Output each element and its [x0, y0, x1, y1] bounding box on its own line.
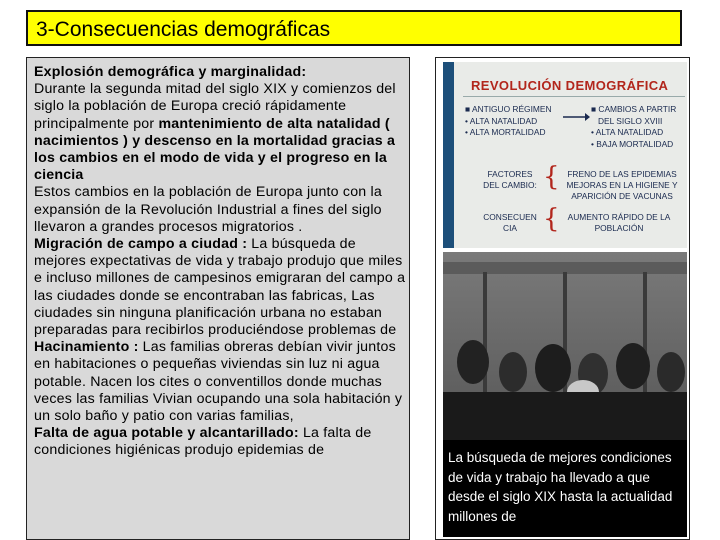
text-explosion-bold: mantenimiento de alta natalidad ( nacimientos ) y descenso en la mortalidad gracias a los cambios en el modo de vida y el progreso en la ciencia — [34, 115, 396, 184]
brace-icon: { — [543, 204, 560, 234]
slide-title: 3-Consecuencias demográficas — [36, 18, 331, 41]
photo-caption: La búsqueda de mejores condiciones de vida y trabajo ha llevado a que desde el siglo XIX hasta la actualidad millones de — [448, 450, 673, 524]
text-body — [34, 64, 408, 460]
slide-title-bar — [26, 10, 682, 46]
paragraph-hacinamiento — [34, 339, 408, 425]
paragraph-explosion — [34, 64, 408, 184]
infographic-aumento: AUMENTO RÁPIDO DE LA POBLACIÓN — [567, 212, 671, 233]
infographic-divider — [463, 96, 685, 97]
paragraph-agua — [34, 425, 408, 459]
infographic-freno: FRENO DE LAS EPIDEMIAS MEJORAS EN LA HIGIENE Y APARICIÓN DE VACUNAS — [566, 169, 678, 201]
paragraph-migracion — [34, 236, 408, 339]
infographic-left-list — [465, 104, 552, 139]
infographic-right-item: • BAJA MORTALIDAD — [591, 138, 674, 149]
infographic-right-item: • ALTA NATALIDAD — [591, 127, 664, 137]
paragraph-migraciones: Estos cambios en la población de Europa junto con la expansión de la Revolución Industrial a fines del siglo llevaron a grandes procesos migratorios . — [34, 184, 382, 235]
arrow-icon — [561, 110, 591, 124]
heading-explosion: Explosión demográfica y marginalidad: — [34, 64, 307, 80]
infographic-right-item: ■ CAMBIOS A PARTIR — [591, 104, 677, 114]
heading-agua: Falta de agua potable y alcantarillado: — [34, 425, 299, 442]
infographic-side-bar — [443, 62, 454, 248]
heading-migracion: Migración de campo a ciudad : — [34, 236, 248, 253]
infographic-right-list — [591, 104, 676, 150]
historical-photo — [443, 252, 687, 537]
text-migracion: La búsqueda de mejores expectativas de vida y trabajo produjo que miles e incluso millones de campesinos emigraran del campo a las ciudades donde se encontraban las fabricas, Las ciudades sin ninguna planificación urbana no estaban preparadas para recibirlos produciéndose problemas de — [34, 236, 406, 339]
text-panel — [26, 57, 410, 540]
infographic-left-item: ■ ANTIGUO RÉGIMEN — [465, 104, 552, 114]
text-agua: La falta de condiciones higiénicas produjo epidemias de — [34, 425, 372, 459]
image-panel — [435, 57, 690, 540]
infographic-left-item: • ALTA NATALIDAD — [465, 115, 538, 126]
infographic — [443, 62, 687, 248]
infographic-right-item: DEL SIGLO XVIII — [597, 115, 663, 126]
infographic-left-item: • ALTA MORTALIDAD — [465, 127, 546, 137]
infographic-factor: FACTORES DEL CAMBIO: — [483, 169, 537, 190]
heading-hacinamiento: Hacinamiento : — [34, 339, 139, 356]
text-explosion: Durante la segunda mitad del siglo XIX y comienzos del siglo la población de Europa creció rápidamente principalmente por — [34, 81, 396, 132]
infographic-consecuencia: CONSECUEN CIA — [483, 212, 537, 233]
brace-icon: { — [543, 162, 560, 192]
text-hacinamiento: Las familias obreras debían vivir juntos en habitaciones o pequeñas viviendas sin luz ni agua potable. Nacen los cites o conventillos donde muchas veces las familias Vivian ocupando una sola habitación y un solo baño y patio con varias familias, — [34, 339, 403, 425]
infographic-title: REVOLUCIÓN DEMOGRÁFICA — [471, 78, 669, 93]
